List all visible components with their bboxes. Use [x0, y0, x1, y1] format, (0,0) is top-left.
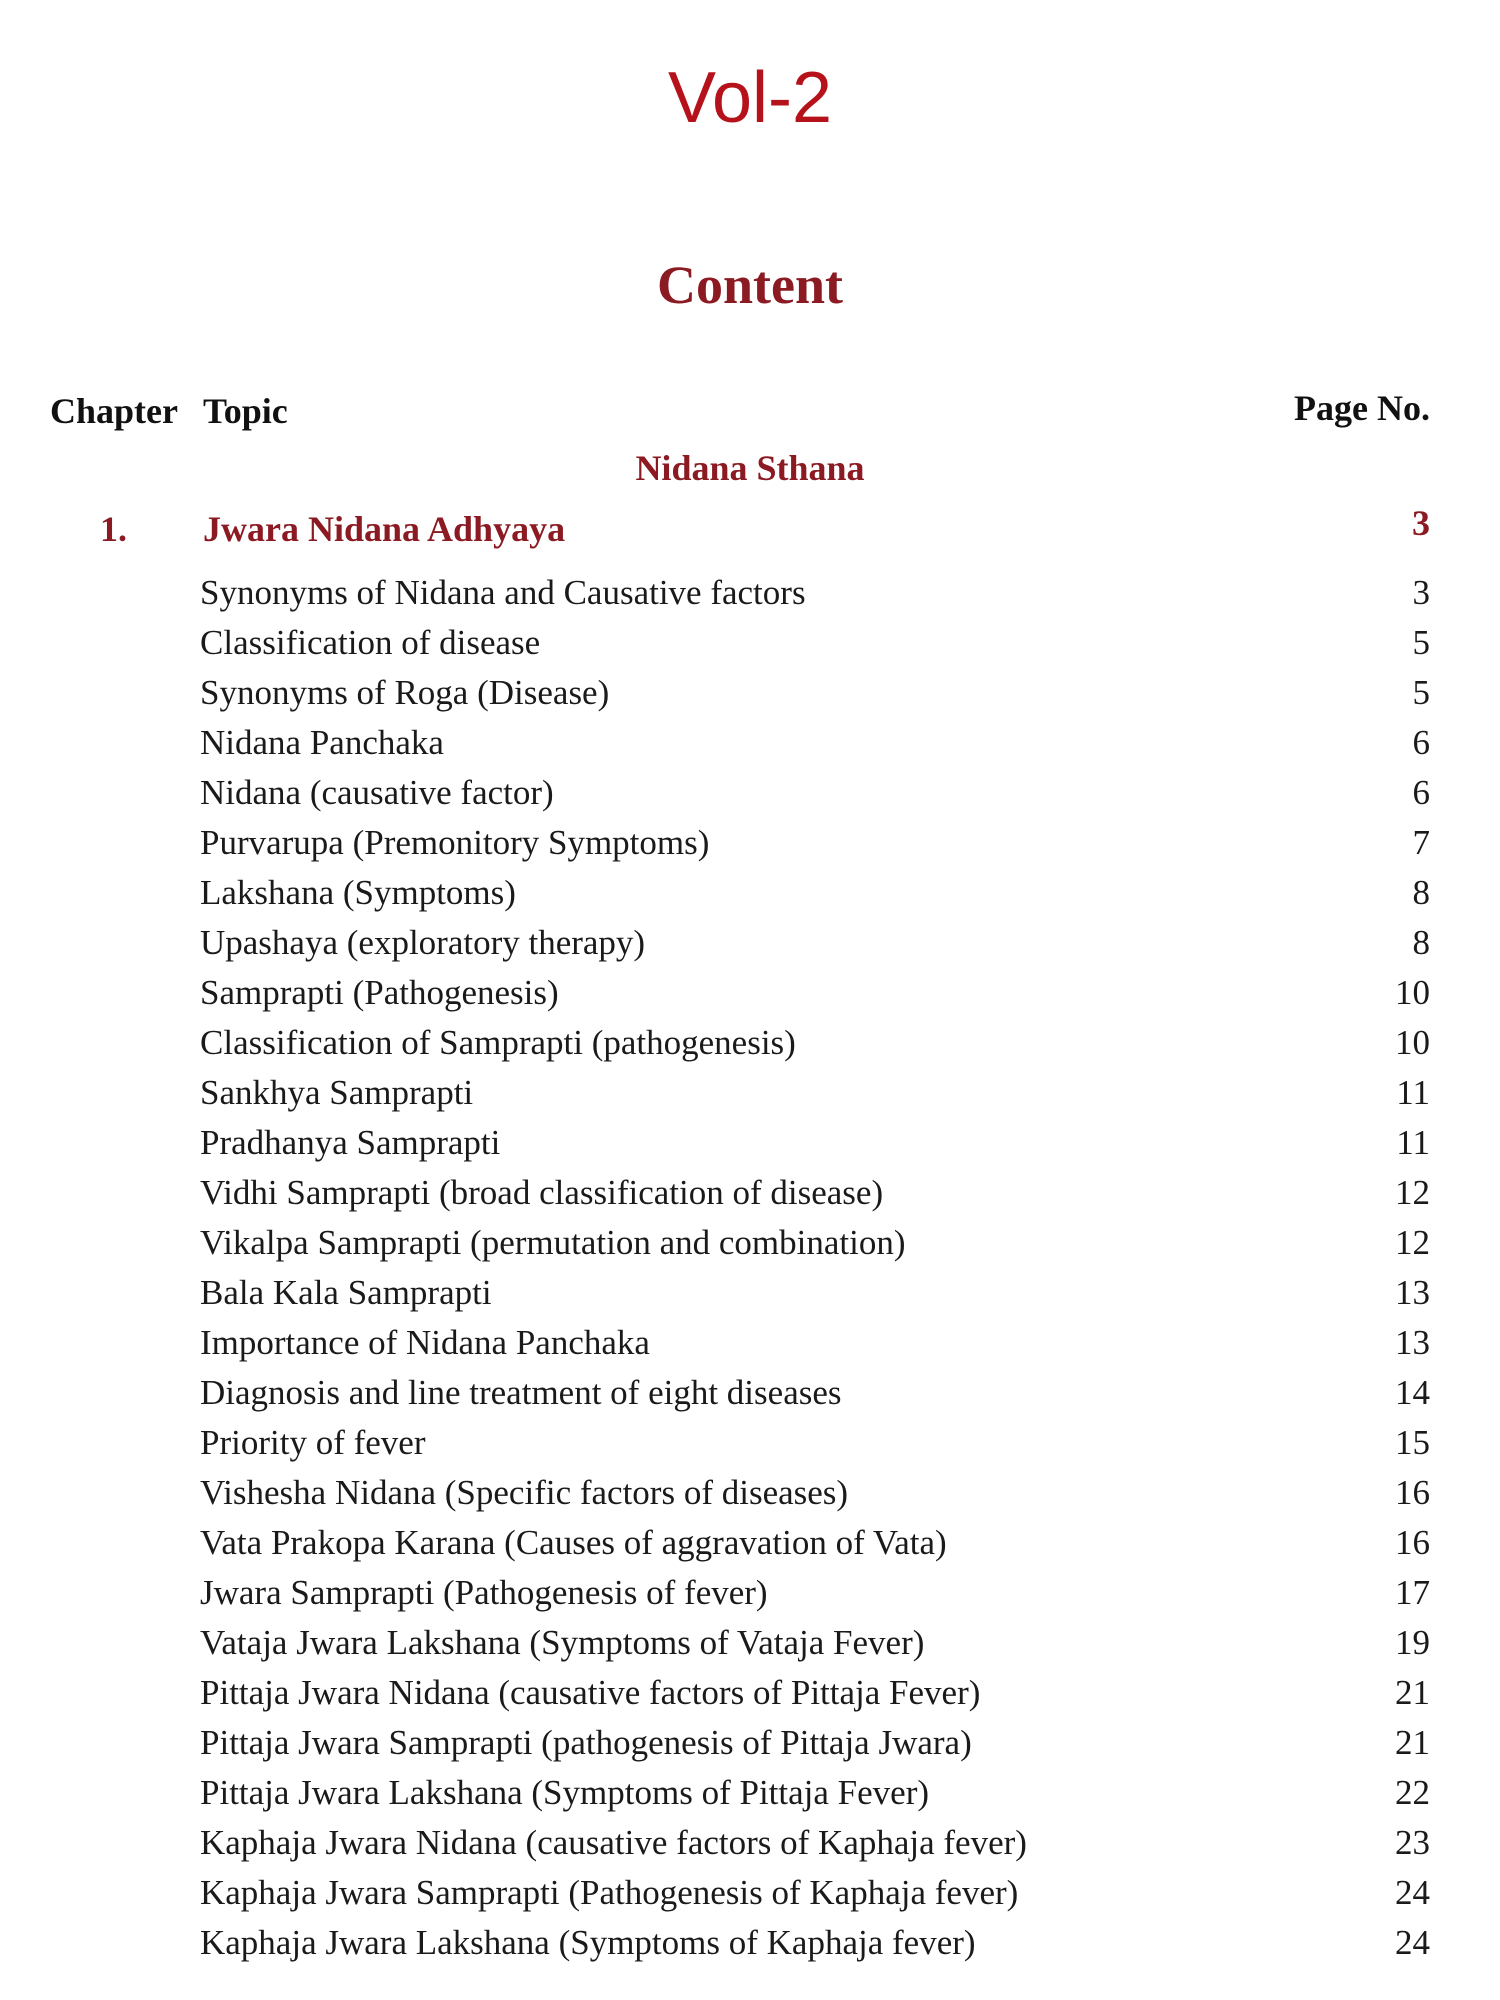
- toc-entry[interactable]: [200, 1018, 1430, 1068]
- toc-entry-page: 16: [1395, 1523, 1430, 1562]
- toc-entry-list: [200, 568, 1430, 1968]
- toc-entry[interactable]: [200, 1718, 1430, 1768]
- toc-entry-page: 13: [1395, 1273, 1430, 1312]
- toc-entry[interactable]: [200, 1268, 1430, 1318]
- toc-entry-topic: Vidhi Samprapti (broad classification of disease): [200, 1173, 884, 1212]
- toc-entry-topic: Importance of Nidana Panchaka: [200, 1323, 650, 1362]
- toc-entry-page: 11: [1396, 1123, 1430, 1162]
- volume-label: Vol-2: [667, 58, 833, 138]
- toc-entry-topic: Vataja Jwara Lakshana (Symptoms of Vataja Fever): [200, 1623, 925, 1662]
- toc-entry-page: 5: [1412, 673, 1430, 712]
- toc-entry[interactable]: [200, 868, 1430, 918]
- toc-entry-page: 22: [1395, 1773, 1430, 1812]
- toc-entry-page: 6: [1412, 773, 1430, 812]
- toc-entry-page: 8: [1412, 923, 1430, 962]
- toc-entry-page: 24: [1395, 1923, 1430, 1962]
- toc-entry-page: 13: [1395, 1323, 1430, 1362]
- chapter-number: 1.: [100, 509, 127, 549]
- toc-entry[interactable]: [200, 668, 1430, 718]
- toc-entry-topic: Kaphaja Jwara Lakshana (Symptoms of Kaphaja fever): [200, 1923, 976, 1962]
- chapter-title: Jwara Nidana Adhyaya: [203, 509, 566, 549]
- toc-entry[interactable]: [200, 1568, 1430, 1618]
- toc-entry-topic: Classification of Samprapti (pathogenesis): [200, 1023, 796, 1062]
- toc-entry-page: 23: [1395, 1823, 1430, 1862]
- toc-entry[interactable]: [200, 968, 1430, 1018]
- toc-entry-topic: Nidana Panchaka: [200, 723, 444, 762]
- toc-entry-topic: Vikalpa Samprapti (permutation and combination): [200, 1223, 906, 1262]
- toc-entry-topic: Nidana (causative factor): [200, 773, 554, 812]
- toc-entry-topic: Diagnosis and line treatment of eight diseases: [200, 1373, 842, 1412]
- toc-entry-page: 8: [1412, 873, 1430, 912]
- toc-entry-topic: Pradhanya Samprapti: [200, 1123, 501, 1162]
- toc-entry[interactable]: [200, 568, 1430, 618]
- toc-entry[interactable]: [200, 718, 1430, 768]
- toc-entry[interactable]: [200, 1218, 1430, 1268]
- toc-entry[interactable]: [200, 818, 1430, 868]
- table-header: [50, 390, 1430, 434]
- toc-entry-topic: Synonyms of Nidana and Causative factors: [200, 573, 806, 612]
- toc-entry-page: 21: [1395, 1673, 1430, 1712]
- toc-entry[interactable]: [200, 768, 1430, 818]
- toc-entry-topic: Vishesha Nidana (Specific factors of diseases): [200, 1473, 849, 1512]
- toc-entry-page: 24: [1395, 1873, 1430, 1912]
- toc-entry-topic: Priority of fever: [200, 1423, 426, 1462]
- toc-entry[interactable]: [200, 1868, 1430, 1918]
- toc-entry[interactable]: [200, 1468, 1430, 1518]
- toc-entry-page: 17: [1395, 1573, 1430, 1612]
- toc-entry-page: 7: [1412, 823, 1430, 862]
- toc-entry-page: 11: [1396, 1073, 1430, 1112]
- toc-entry[interactable]: [200, 1168, 1430, 1218]
- chapter-page: 3: [1412, 503, 1430, 543]
- toc-entry[interactable]: [200, 1368, 1430, 1418]
- toc-entry-topic: Pittaja Jwara Lakshana (Symptoms of Pittaja Fever): [200, 1773, 930, 1812]
- toc-entry-page: 19: [1395, 1623, 1430, 1662]
- toc-entry-page: 12: [1395, 1173, 1430, 1212]
- toc-entry-topic: Purvarupa (Premonitory Symptoms): [200, 823, 710, 862]
- toc-entry-topic: Synonyms of Roga (Disease): [200, 673, 610, 712]
- toc-entry[interactable]: [200, 1668, 1430, 1718]
- toc-entry[interactable]: [200, 618, 1430, 668]
- toc-entry[interactable]: [200, 1618, 1430, 1668]
- toc-entry[interactable]: [200, 1068, 1430, 1118]
- toc-entry[interactable]: [200, 1418, 1430, 1468]
- header-page-no: Page No.: [1294, 388, 1430, 428]
- page-title: Content: [657, 255, 843, 315]
- toc-entry-page: 15: [1395, 1423, 1430, 1462]
- toc-entry-topic: Kaphaja Jwara Nidana (causative factors of Kaphaja fever): [200, 1823, 1027, 1862]
- toc-entry[interactable]: [200, 1818, 1430, 1868]
- section-title: Nidana Sthana: [635, 448, 865, 488]
- toc-entry-topic: Classification of disease: [200, 623, 541, 662]
- toc-entry-topic: Jwara Samprapti (Pathogenesis of fever): [200, 1573, 768, 1612]
- toc-entry-topic: Lakshana (Symptoms): [200, 873, 516, 912]
- toc-entry-page: 3: [1412, 573, 1430, 612]
- toc-entry-topic: Samprapti (Pathogenesis): [200, 973, 559, 1012]
- toc-entry[interactable]: [200, 1318, 1430, 1368]
- toc-entry-topic: Upashaya (exploratory therapy): [200, 923, 646, 962]
- toc-entry[interactable]: [200, 1518, 1430, 1568]
- toc-entry-page: 10: [1395, 1023, 1430, 1062]
- toc-entry-topic: Pittaja Jwara Nidana (causative factors of Pittaja Fever): [200, 1673, 981, 1712]
- toc-entry-page: 10: [1395, 973, 1430, 1012]
- toc-entry[interactable]: [200, 1918, 1430, 1968]
- toc-entry[interactable]: [200, 918, 1430, 968]
- toc-entry-page: 12: [1395, 1223, 1430, 1262]
- toc-entry[interactable]: [200, 1118, 1430, 1168]
- toc-entry-page: 5: [1412, 623, 1430, 662]
- toc-entry-page: 6: [1412, 723, 1430, 762]
- toc-entry[interactable]: [200, 1768, 1430, 1818]
- header-topic: Topic: [203, 391, 288, 431]
- header-chapter: Chapter: [50, 391, 178, 431]
- toc-entry-topic: Vata Prakopa Karana (Causes of aggravation of Vata): [200, 1523, 947, 1562]
- toc-entry-topic: Pittaja Jwara Samprapti (pathogenesis of Pittaja Jwara): [200, 1723, 972, 1762]
- toc-entry-page: 16: [1395, 1473, 1430, 1512]
- toc-entry-page: 14: [1395, 1373, 1430, 1412]
- toc-entry-topic: Sankhya Samprapti: [200, 1073, 474, 1112]
- toc-entry-topic: Kaphaja Jwara Samprapti (Pathogenesis of Kaphaja fever): [200, 1873, 1019, 1912]
- chapter-row[interactable]: [50, 503, 1430, 554]
- toc-entry-page: 21: [1395, 1723, 1430, 1762]
- toc-entry-topic: Bala Kala Samprapti: [200, 1273, 492, 1312]
